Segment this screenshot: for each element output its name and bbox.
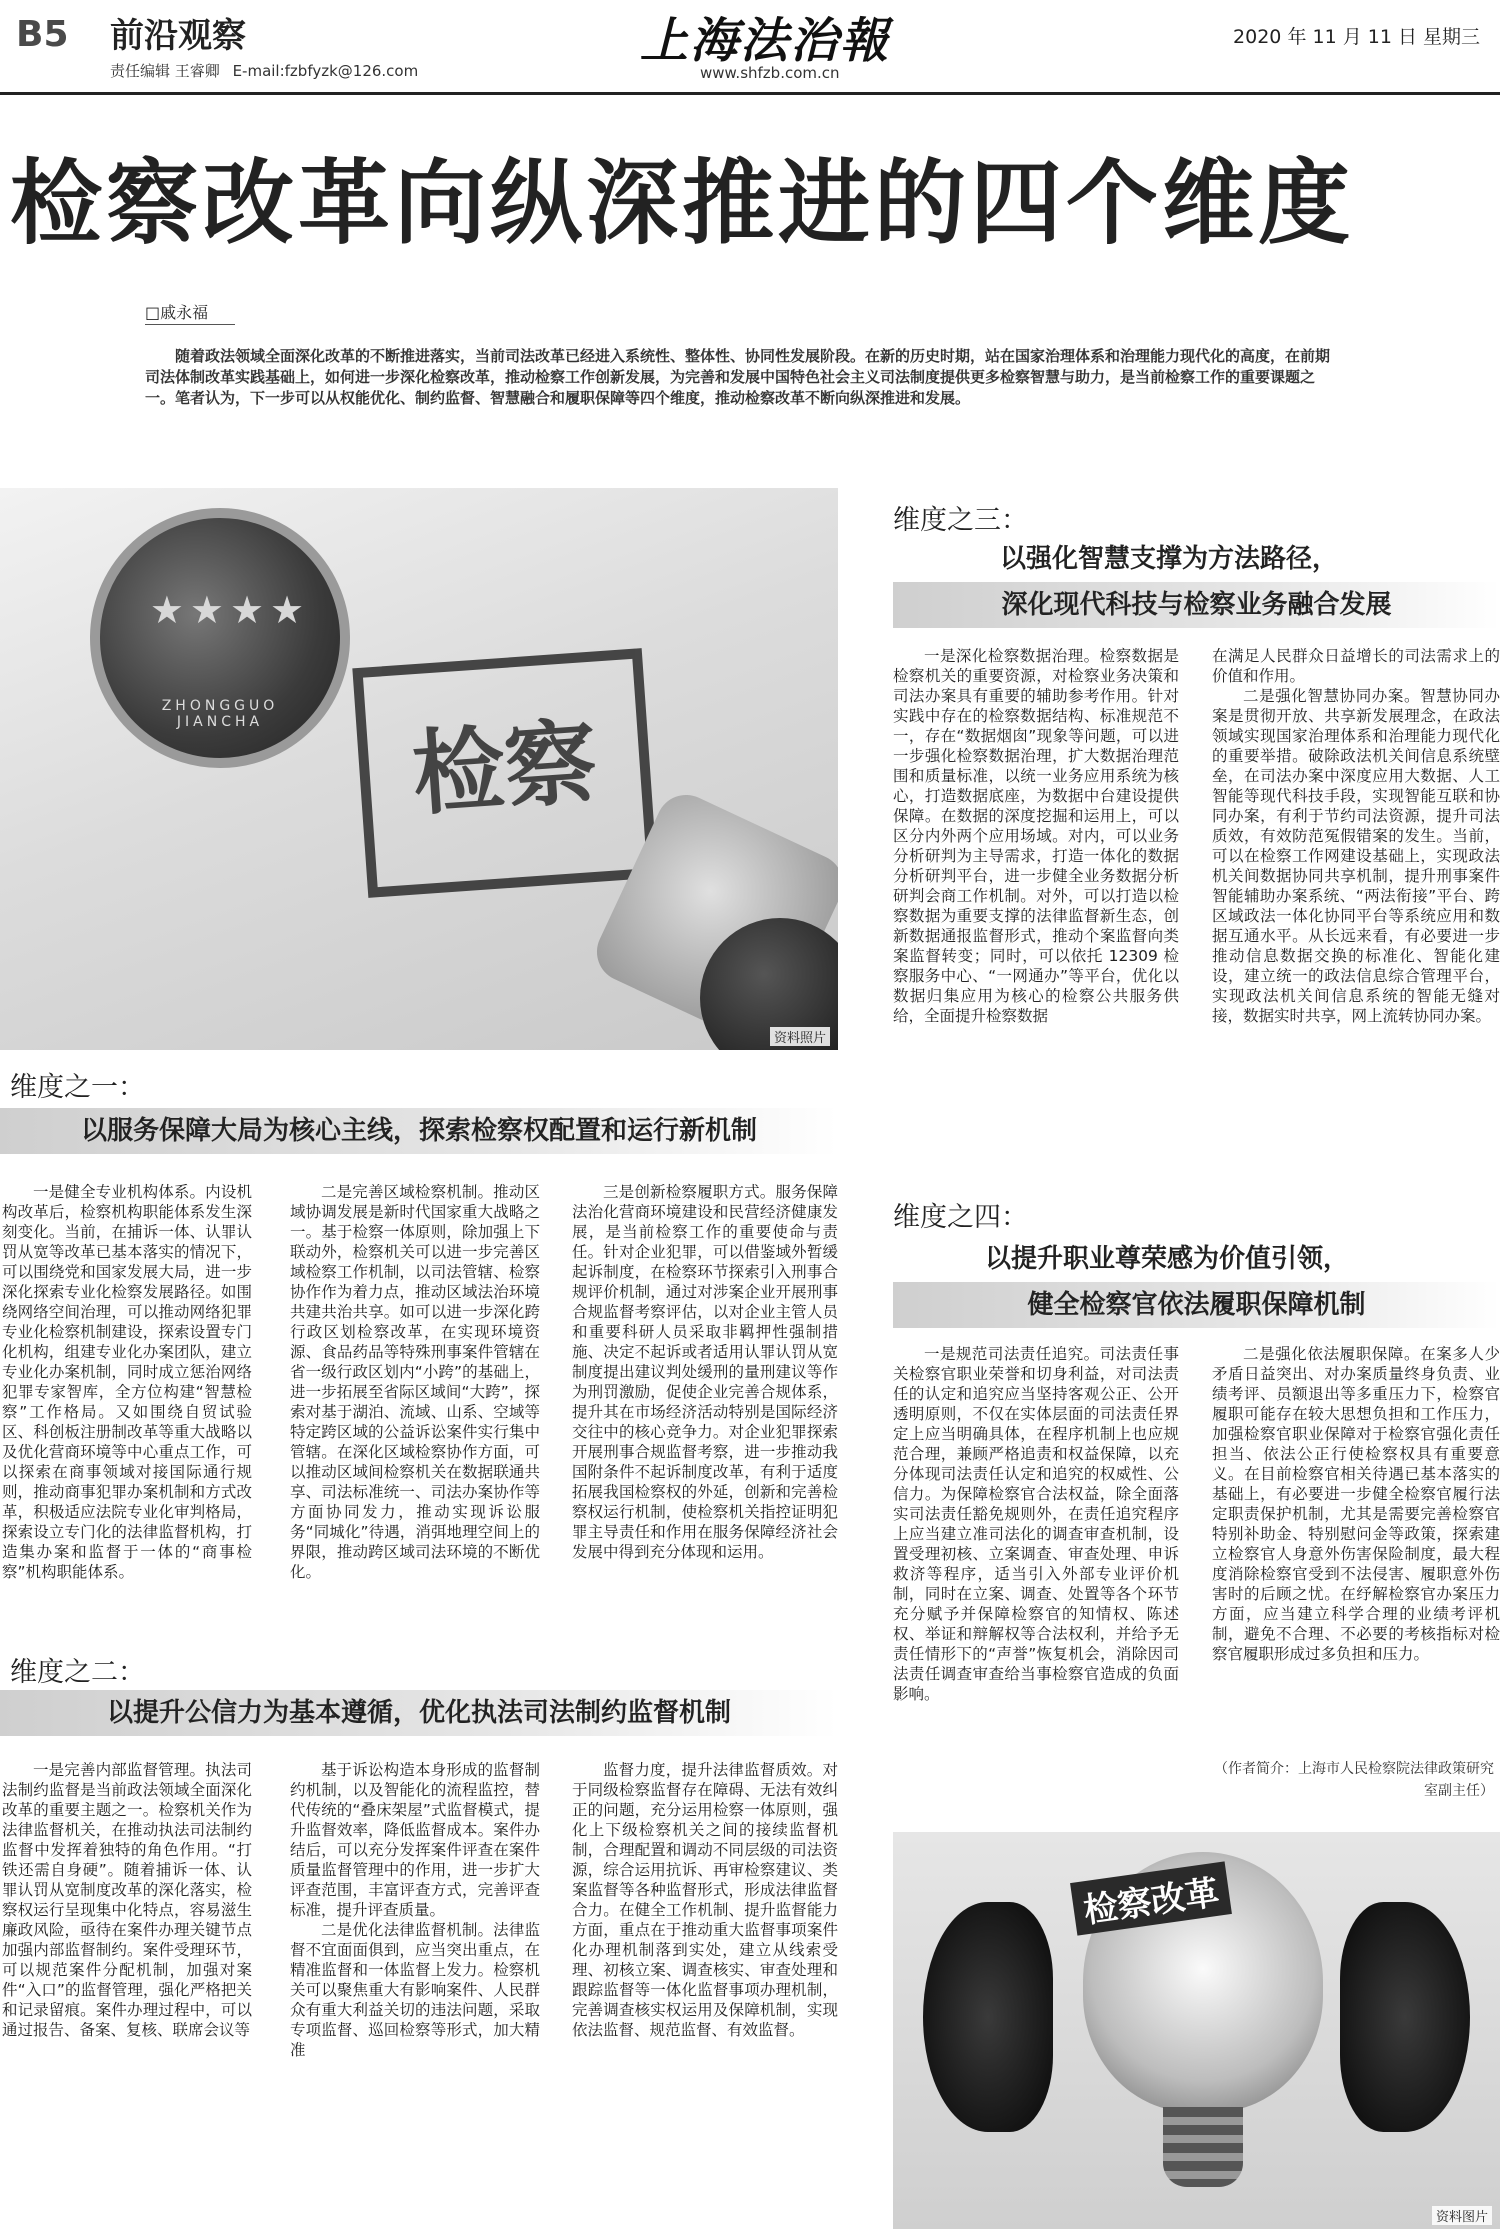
paper-logo: 上海法治報 xyxy=(640,13,891,69)
section2-paragraph-3: 二是优化法律监督机制。法律监督不宜面面俱到，应当突出重点，在精准监督和一体监督上发力。检察机关可以聚焦重大有影响案件、人民群众有重大利益关切的违法问题，采取专项监督、巡回检察等形式，加大精准 xyxy=(290,1921,540,2059)
section3-label: 维度之三： xyxy=(893,505,1028,536)
section3-paragraph-3: 二是强化智慧协同办案。智慧协同办案是贯彻开放、共享新发展理念，在政法领域实现国家治理体系和治理能力现代化的重要举措。破除政法机关间信息系统壁垒，在司法办案中深度应用大数据、人工智能等现代科技手段，实现智能互联和协同办案，有利于节约司法资源，提升司法质效，有效防范冤假错案的发生。当前，可以在检察工作网建设基础上，实现政法机关间数据协同共享机制，提升刑事案件智能辅助办案系统、“两法衔接”平台、跨区域政法一体化协同平台等系统应用和数据互通水平。从长远来看，有必要进一步推动信息数据交换的标准化、智能化建设，建立统一的政法信息综合管理平台，实现政法机关间信息系统的智能无缝对接，数据实时共享，网上流转协同办案。 xyxy=(1212,687,1500,1025)
badge-emblem xyxy=(90,508,350,768)
page-badge: B5 xyxy=(16,14,69,55)
lightbulb-base xyxy=(1163,2107,1243,2187)
section3-title-line1: 以强化智慧支撑为方法路径， xyxy=(1000,544,1339,574)
photo-procuratorate-badge xyxy=(0,488,838,1050)
star-icon: ★★★★ xyxy=(149,588,311,632)
section1-title: 以服务保障大局为核心主线，探索检察权配置和运行新机制 xyxy=(0,1108,838,1154)
section2-paragraph-2: 基于诉讼构造本身形成的监督制约机制，以及智能化的流程监控，替代传统的“叠床架屋”式监督模式，提升监督效率，降低监督成本。案件办结后，可以充分发挥案件评查在案件质量监督管理中的作用，进一步扩大评查范围，丰富评查方式，完善评查标准，提升评查质量。 xyxy=(290,1761,540,1919)
photo-reform-illustration xyxy=(893,1832,1500,2229)
byline-divider xyxy=(145,324,235,325)
section1-paragraph-1: 一是健全专业机构体系。内设机构改革后，检察机构职能体系发生深刻变化。当前，在捕诉一体、认罪认罚从宽等改革已基本落实的情况下，可以围绕党和国家发展大局，进一步深化探索专业化检察发展路径。如围绕网络空间治理，可以推动网络犯罪专业化检察机制建设，探索设置专门化机构，组建专业化办案团队，建立专业化办案机制，同时成立惩治网络犯罪专家智库，全方位构建“智慧检察”工作格局。又如围绕自贸试验区、科创板注册制改革等重大战略以及优化营商环境等中心重点工作，可以探索在商事领域对接国际通行规则，推动商事犯罪办案机制和方式改革，积极适应法院专业化审判格局，探索设立专门化的法律监督机构，打造集办案和监督于一体的“商事检察”机构职能体系。 xyxy=(2,1183,252,1581)
masthead-divider xyxy=(0,92,1500,95)
section2-paragraph-1: 一是完善内部监督管理。执法司法制约监督是当前政法领域全面深化改革的重要主题之一。检察机关作为法律监督机关，在推动执法司法制约监督中发挥着独特的角色作用。“打铁还需自身硬”。随着捕诉一体、认罪认罚从宽制度改革的深化落实，检察权运行呈现集中化特点，容易滋生廉政风险，亟待在案件办理关键节点加强内部监督制约。案件受理环节，可以规范案件分配机制，加强对案件“入口”的监督管理，强化严格把关和记录留痕。案件办理过程中，可以通过报告、备案、复核、联席会议等 xyxy=(2,1761,252,2039)
photo-caption: 资料照片 xyxy=(770,1027,830,1046)
section-name: 前沿观察 xyxy=(110,16,246,56)
section1-column-2 xyxy=(290,1182,540,1642)
section3-paragraph-2: 在满足人民群众日益增长的司法需求上的价值和作用。 xyxy=(1212,647,1500,685)
section4-column-1 xyxy=(893,1344,1179,1822)
face-silhouette-right xyxy=(1340,1902,1470,2132)
section3-column-2 xyxy=(1212,646,1500,1166)
section1-column-3 xyxy=(572,1182,838,1642)
photo-caption: 资料图片 xyxy=(1432,2206,1492,2225)
section2-column-2 xyxy=(290,1760,540,2225)
section4-column-2 xyxy=(1212,1344,1500,1752)
section4-title-line1: 以提升职业尊荣感为价值引领， xyxy=(985,1244,1350,1274)
section2-column-1 xyxy=(2,1760,252,2225)
article-headline: 检察改革向纵深推进的四个维度 xyxy=(10,150,1355,257)
paper-url: www.shfzb.com.cn xyxy=(700,64,840,82)
section4-paragraph-1: 一是规范司法责任追究。司法责任事关检察官职业荣誉和切身利益，对司法责任的认定和追究应当坚持客观公正、公开透明原则，不仅在实体层面的司法责任界定上应当明确具体，在程序机制上也应规范合理，兼顾严格追责和权益保障，以充分体现司法责任认定和追究的权威性、公信力。为保障检察官合法权益，除全面落实司法责任豁免规则外，在责任追究程序上应当建立准司法化的调查审查机制，设置受理初核、立案调查、审查处理、申诉救济等程序，适当引入外部专业评价机制，同时在立案、调查、处置等各个环节充分赋予并保障检察官的知情权、陈述权、举证和辩解权等合法权利，并给予无责任情形下的“声誉”恢复机会，消除因司法责任调查审查给当事检察官造成的负面影响。 xyxy=(893,1345,1179,1703)
section3-column-1 xyxy=(893,646,1179,1166)
section2-column-3 xyxy=(572,1760,838,2225)
editor-email: E-mail:fzbfyzk@126.com xyxy=(232,62,419,80)
section3-paragraph-1: 一是深化检察数据治理。检察数据是检察机关的重要资源，对检察业务决策和司法办案具有重要的辅助参考作用。针对实践中存在的检察数据结构、标准规范不一，存在“数据烟囱”现象等问题，可以进一步强化检察数据治理，扩大数据治理范围和质量标准，以统一业务应用系统为核心，打造数据底座，为数据中台建设提供保障。在数据的深度挖掘和运用上，可以区分内外两个应用场域。对内，可以业务分析研判为主导需求，打造一体化的数据分析研判平台，进一步健全业务数据分析研判会商工作机制。对外，可以打造以检察数据为重要支撑的法律监督新生态，创新数据通报监督形式，推动个案监督向类案监督转变；同时，可以依托 12309 检察服务中心、“一网通办”等平台，优化以数据归集应用为核心的检察公共服务供给，全面提升检察数据 xyxy=(893,647,1179,1025)
section1-paragraph-2: 二是完善区域检察机制。推动区域协调发展是新时代国家重大战略之一。基于检察一体原则，除加强上下联动外，检察机关可以进一步完善区域检察工作机制，以司法管辖、检察协作作为着力点，推动区域法治环境共建共治共享。如可以进一步深化跨行政区划检察改革，在实现环境资源、食品药品等特殊刑事案件管辖在省一级行政区划内“小跨”的基础上，进一步拓展至省际区域间“大跨”，探索对基于湖泊、流域、山系、空域等特定跨区域的公益诉讼案件实行集中管辖。在深化区域检察协作方面，可以推动区域间检察机关在数据联通共享、司法标准统一、司法办案协作等方面协同发力，推动实现诉讼服务“同城化”待遇，消弭地理空间上的界限，推动跨区域司法环境的不断优化。 xyxy=(290,1183,540,1581)
article-byline: □戚永福 xyxy=(145,303,209,322)
article-intro: 随着政法领域全面深化改革的不断推进落实，当前司法改革已经进入系统性、整体性、协同性发展阶段。在新的历史时期，站在国家治理体系和治理能力现代化的高度，在前期司法体制改革实践基础上，如何进一步深化检察改革，推动检察工作创新发展，为完善和发展中国特色社会主义司法制度提供更多检察智慧与助力，是当前检察工作的重要课题之一。笔者认为，下一步可以从权能优化、制约监督、智慧融合和履职保障等四个维度，推动检察改革不断向纵深推进和发展。 xyxy=(145,347,1331,407)
illustration-banner: 检察改革 xyxy=(1070,1861,1232,1935)
section2-paragraph-4: 监督力度，提升法律监督质效。对于同级检察监督存在障碍、无法有效纠正的问题，充分运用检察一体原则，强化上下级检察机关之间的接续监督机制，合理配置和调动不同层级的司法资源，综合运用抗诉、再审检察建议、类案监督等各种监督形式，形成法律监督合力。在健全工作机制、提升监督能力方面，重点在于推动重大监督事项案件化办理机制落到实处，建立从线索受理、初核立案、调查核实、审查处理和跟踪监督等一体化监督事项办理机制，完善调查核实权运用及保障机制，实现依法监督、规范监督、有效监督。 xyxy=(572,1761,838,2039)
badge-ring-text: ZHONGGUO JIANCHA xyxy=(161,698,279,730)
section4-label: 维度之四： xyxy=(893,1202,1028,1233)
section4-paragraph-2: 二是强化依法履职保障。在案多人少矛盾日益突出、对办案质量终身负责、业绩考评、员额退出等多重压力下，检察官履职可能存在较大思想负担和工作压力，加强检察官职业保障对于检察官强化责任担当、依法公正行使检察权具有重要意义。在目前检察官相关待遇已基本落实的基础上，有必要进一步健全检察官履行法定职责保护机制，尤其是需要完善检察官特别补助金、特别慰问金等政策，探索建立检察官人身意外伤害保险制度，最大程度消除检察官受到不法侵害、履职意外伤害时的后顾之忧。在纾解检察官办案压力方面，应当建立科学合理的业绩考评机制，避免不合理、不必要的考核指标对检察官履职形成过多负担和压力。 xyxy=(1212,1345,1500,1663)
face-silhouette-left xyxy=(923,1902,1053,2132)
section2-label: 维度之二： xyxy=(10,1657,145,1688)
section1-paragraph-3: 三是创新检察履职方式。服务保障法治化营商环境建设和民营经济健康发展，是当前检察工作的重要使命与责任。针对企业犯罪，可以借鉴域外暂缓起诉制度，在检察环节探索引入刑事合规评价机制，通过对涉案企业开展刑事合规监督考察评估，以对企业主管人员和重要科研人员采取非羁押性强制措施、决定不起诉或者适用认罪认罚从宽制度提出建议判处缓刑的量刑建议等作为刑罚激励，促使企业完善合规体系，提升其在市场经济活动特别是国际经济交往中的核心竞争力。对企业犯罪探索开展刑事合规监督考察，进一步推动我国附条件不起诉制度改革，有利于适度拓展我国检察权的外延，创新和完善检察权运行机制，使检察机关指控证明犯罪主导责任和作用在服务保障经济社会发展中得到充分体现和运用。 xyxy=(572,1183,838,1561)
section4-title-line2: 健全检察官依法履职保障机制 xyxy=(893,1282,1500,1328)
seal-imprint: 检察 xyxy=(352,648,657,898)
section1-label: 维度之一： xyxy=(10,1072,145,1103)
section2-title: 以提升公信力为基本遵循，优化执法司法制约监督机制 xyxy=(0,1690,838,1736)
section1-column-1 xyxy=(2,1182,252,1642)
editor-name: 责任编辑 王睿卿 xyxy=(110,62,220,80)
author-note: （作者简介：上海市人民检察院法律政策研究室副主任） xyxy=(1214,1761,1494,1799)
editor-line xyxy=(110,60,426,81)
section3-title-line2: 深化现代科技与检察业务融合发展 xyxy=(893,582,1500,628)
issue-date: 2020 年 11 月 11 日 星期三 xyxy=(1233,26,1480,48)
masthead xyxy=(0,0,1500,100)
